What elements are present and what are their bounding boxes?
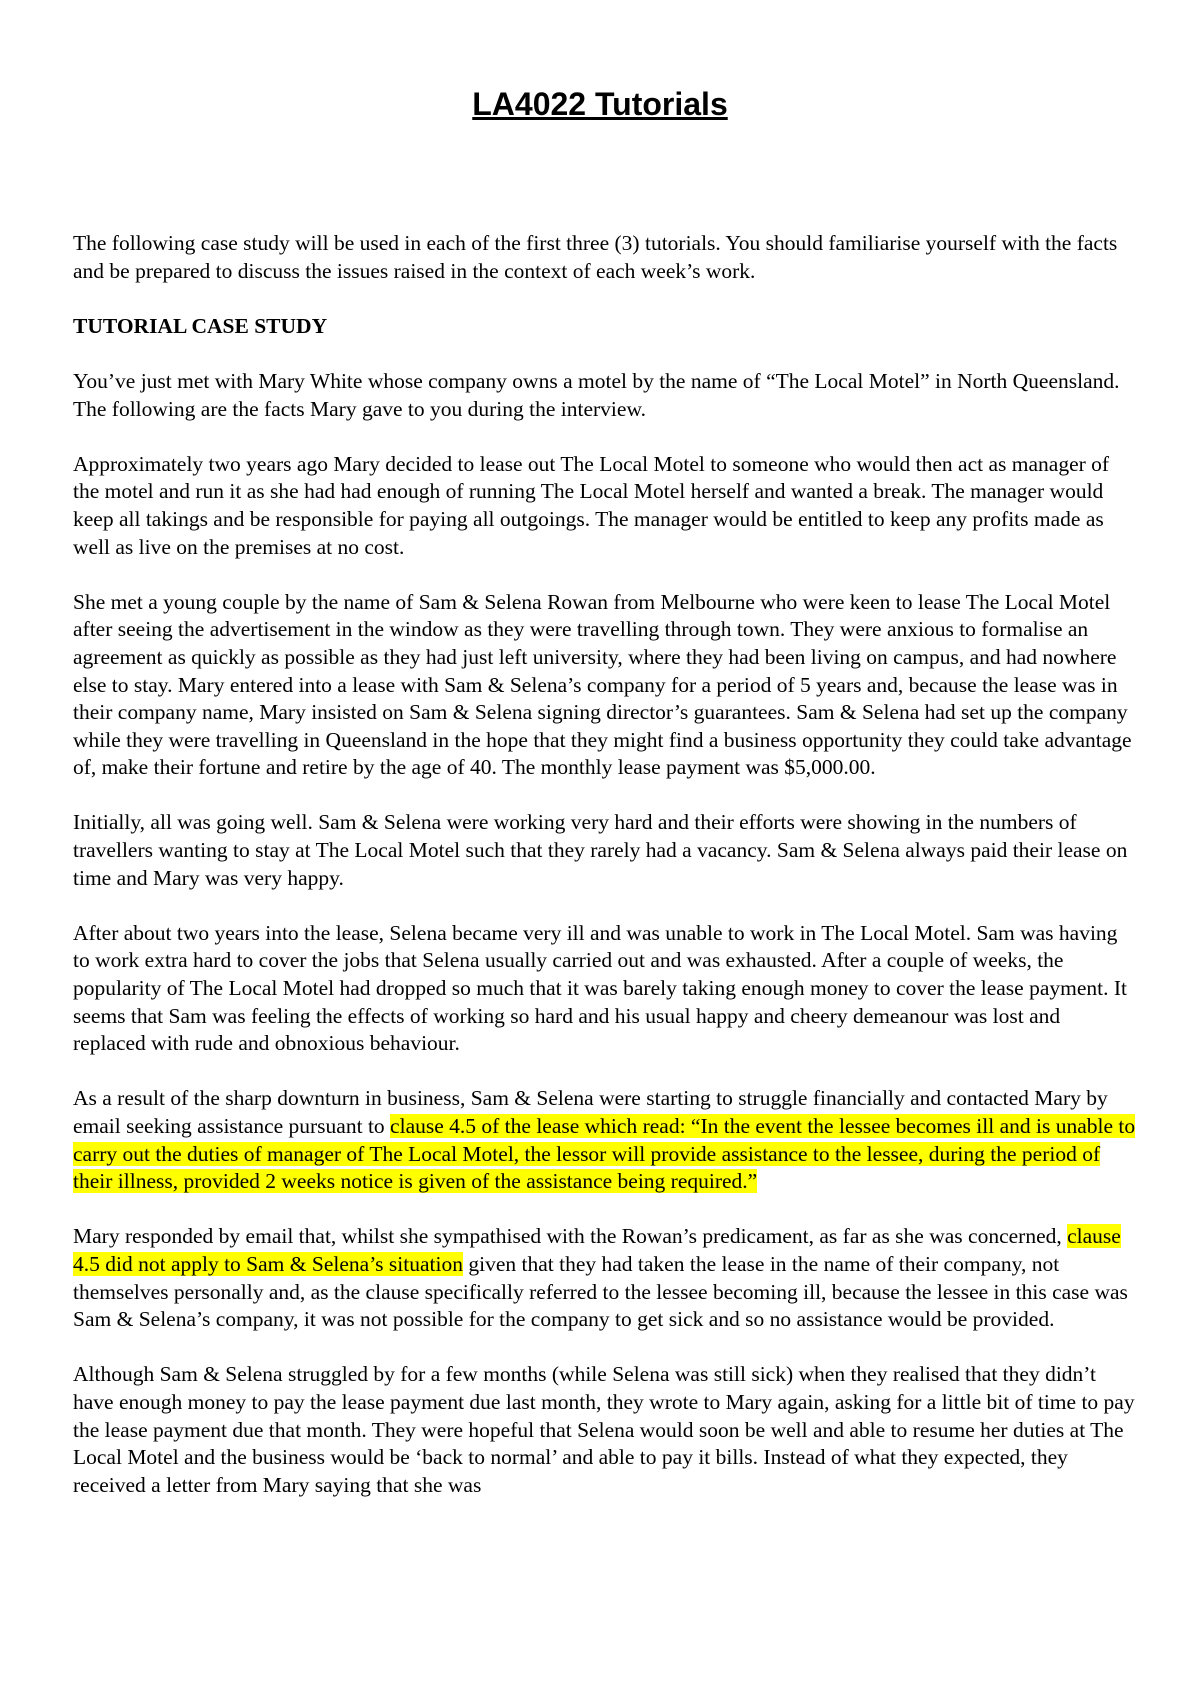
paragraph-6-text: As a result of the sharp downturn in business, Sam & Selena were starting to struggle financially and contacted Mary by email seeking assistance pursuant to [73,1086,1108,1138]
clause-application-highlight: clause 4.5 did not apply to Sam & Selena’s situation [73,1224,1121,1276]
paragraph-1: You’ve just met with Mary White whose company owns a motel by the name of “The Local Motel” in North Queensland. The following are the facts Mary gave to you during the interview. [73,368,1120,421]
paragraph-2: Approximately two years ago Mary decided to lease out The Local Motel to someone who would then act as manager of the motel and run it as she had had enough of running The Local Motel herself and wanted a break. The manager would keep all takings and be responsible for paying all outgoings. The manager would be entitled to keep any profits made as well as live on the premises at no cost. [73,451,1110,559]
page-title: LA4022 Tutorials [472,86,728,122]
paragraph-3: She met a young couple by the name of Sam & Selena Rowan from Melbourne who were keen to lease The Local Motel after seeing the advertisement in the window as they were travelling through town. They were anxious to formalise an agreement as quickly as possible as they had just left university, where they had been living on campus, and had nowhere else to stay. Mary entered into a lease with Sam & Selena’s company for a period of 5 years and, because the lease was in their company name, Mary insisted on Sam & Selena signing director’s guarantees. Sam & Selena had set up the company while they were travelling in Queensland in the hope that they might find a business opportunity they could take advantage of, make their fortune and retire by the age of 40. The monthly lease payment was $5,000.00. [73,589,1132,780]
intro-paragraph: The following case study will be used in each of the first three (3) tutorials. You should familiarise yourself with the facts and be prepared to discuss the issues raised in the context of each week’s work. [73,231,1118,283]
section-heading: TUTORIAL CASE STUDY [73,313,328,338]
paragraph-6 [73,1085,1138,1195]
paragraph-8: Although Sam & Selena struggled by for a few months (while Selena was still sick) when they realised that they didn’t have enough money to pay the lease payment due last month, they wrote to Mary again, asking for a little bit of time to pay the lease payment due that month. They were hopeful that Selena would soon be well and able to resume her duties at The Local Motel and the business would be ‘back to normal’ and able to pay it bills. Instead of what they expected, they received a letter from Mary saying that she was [73,1362,1135,1497]
paragraph-5: After about two years into the lease, Selena became very ill and was unable to work in The Local Motel. Sam was having to work extra hard to cover the jobs that Selena usually carried out and was exhausted. After a couple of weeks, the popularity of The Local Motel had dropped so much that it was barely taking enough money to cover the lease payment. It seems that Sam was feeling the effects of working so hard and his usual happy and cheery demeanour was lost and replaced with rude and obnoxious behaviour. [73,920,1128,1056]
clause-highlight: clause 4.5 of the lease which read: “In the event the lessee becomes ill and is unable to carry out the duties of manager of The Local Motel, the lessor will provide assistance to the lessee, during the period of their illness, provided 2 weeks notice is given of the assistance being required.” [73,1114,1136,1194]
paragraph-4: Initially, all was going well. Sam & Selena were working very hard and their efforts were showing in the numbers of travellers wanting to stay at The Local Motel such that they rarely had a vacancy. Sam & Selena always paid their lease on time and Mary was very happy. [73,810,1128,890]
paragraph-7-text-after: given that they had taken the lease in the name of their company, not themselves personally and, as the clause specifically referred to the lessee becoming ill, because the lessee in this case was Sam & Selena’s company, it was not possible for the company to get sick and so no assistance would be provided. [73,1251,1128,1332]
document-body [73,230,1138,1527]
paragraph-7-text-before: Mary responded by email that, whilst she sympathised with the Rowan’s predicament, as far as she was concerned, [73,1224,1068,1249]
paragraph-7 [73,1223,1138,1333]
